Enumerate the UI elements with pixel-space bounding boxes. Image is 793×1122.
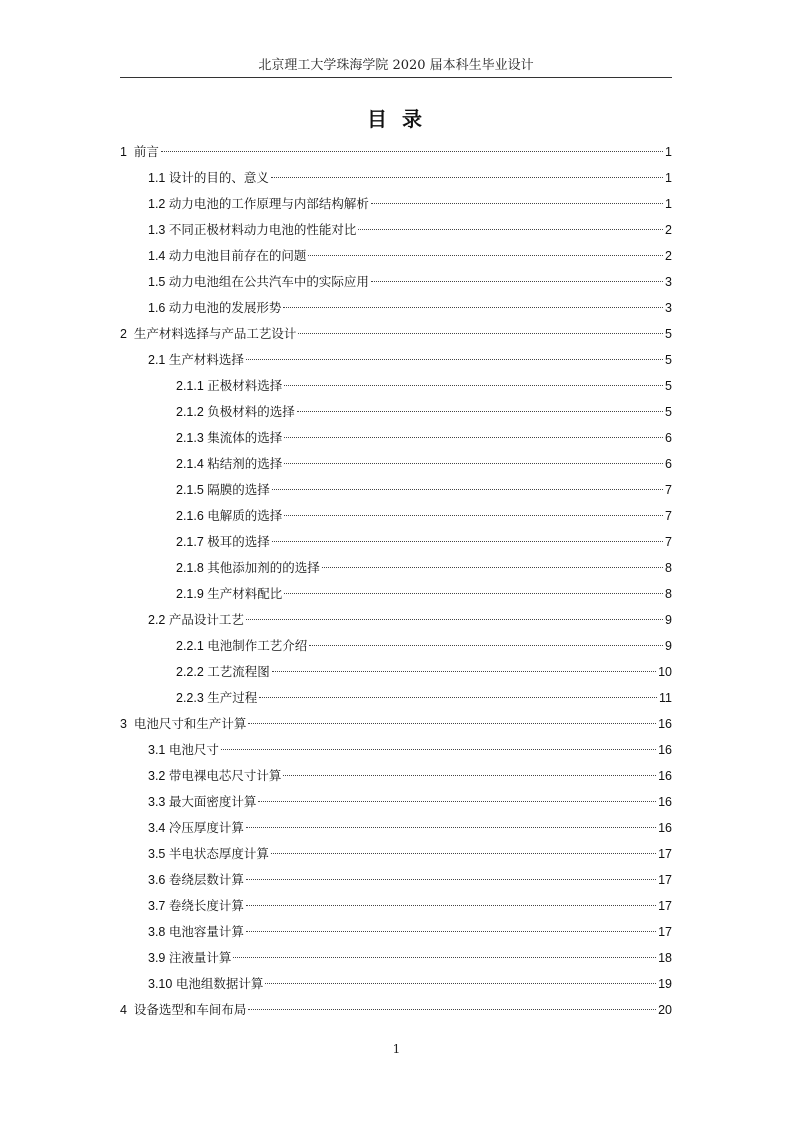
toc-entry[interactable]	[120, 711, 672, 737]
toc-entry-number: 3.5	[148, 847, 169, 861]
toc-entry-title: 带电裸电芯尺寸计算	[168, 768, 282, 783]
toc-entry-title: 生产过程	[207, 690, 258, 705]
toc-entry-number: 2.1.8	[176, 561, 208, 575]
toc-entry-title: 前言	[133, 144, 159, 159]
toc-entry-title: 电解质的选择	[207, 508, 283, 523]
toc-entry-title: 不同正极材料动力电池的性能对比	[168, 222, 357, 237]
toc-dot-leader	[246, 930, 656, 932]
toc-entry[interactable]	[176, 503, 672, 529]
toc-entry-number: 2.2.3	[176, 691, 208, 705]
toc-entry-number: 3.6	[148, 873, 169, 887]
toc-dot-leader	[322, 566, 663, 568]
toc-entry-page: 16	[658, 795, 672, 809]
toc-entry[interactable]	[148, 217, 672, 243]
toc-dot-leader	[221, 748, 656, 750]
toc-entry-number: 2.1	[148, 353, 169, 367]
toc-entry-number: 3.2	[148, 769, 169, 783]
toc-dot-leader	[284, 592, 663, 594]
toc-entry[interactable]	[120, 139, 672, 165]
toc-entry-title: 生产材料选择	[168, 352, 244, 367]
toc-dot-leader	[308, 254, 663, 256]
toc-entry[interactable]	[148, 867, 672, 893]
toc-entry-title: 设计的目的、意义	[168, 170, 269, 185]
toc-dot-leader	[259, 696, 657, 698]
toc-entry[interactable]	[148, 841, 672, 867]
toc-dot-leader	[297, 410, 663, 412]
toc-entry[interactable]	[120, 997, 672, 1023]
toc-entry[interactable]	[148, 971, 672, 997]
toc-entry-title: 冷压厚度计算	[168, 820, 244, 835]
toc-dot-leader	[246, 826, 656, 828]
toc-entry-title: 注液量计算	[168, 950, 232, 965]
toc-dot-leader	[358, 228, 663, 230]
toc-entry-page: 17	[658, 925, 672, 939]
toc-entry[interactable]	[148, 763, 672, 789]
toc-entry[interactable]	[120, 321, 672, 347]
toc-entry-page: 20	[658, 1003, 672, 1017]
toc-entry-page: 16	[658, 821, 672, 835]
toc-entry-page: 17	[658, 899, 672, 913]
toc-entry[interactable]	[176, 555, 672, 581]
toc-entry-title: 电池制作工艺介绍	[207, 638, 308, 653]
toc-entry[interactable]	[176, 399, 672, 425]
toc-entry-title: 工艺流程图	[207, 664, 270, 679]
toc-entry-number: 3.9	[148, 951, 169, 965]
toc-entry[interactable]	[176, 685, 672, 711]
toc-entry-number: 1	[120, 145, 134, 159]
toc-entry-title: 半电状态厚度计算	[168, 846, 269, 861]
toc-entry-number: 2.1.4	[176, 457, 208, 471]
toc-entry[interactable]	[148, 919, 672, 945]
toc-dot-leader	[284, 436, 663, 438]
toc-entry-page: 17	[658, 873, 672, 887]
toc-entry-number: 1.6	[148, 301, 169, 315]
toc-entry-number: 2.2.2	[176, 665, 208, 679]
toc-entry[interactable]	[148, 347, 672, 373]
toc-dot-leader	[284, 384, 663, 386]
toc-entry[interactable]	[176, 477, 672, 503]
toc-entry[interactable]	[148, 607, 672, 633]
toc-entry[interactable]	[148, 191, 672, 217]
toc-entry[interactable]	[176, 373, 672, 399]
toc-entry-page: 2	[665, 249, 672, 263]
toc-dot-leader	[233, 956, 656, 958]
toc-entry[interactable]	[148, 295, 672, 321]
toc-entry-title: 负极材料的选择	[207, 404, 295, 419]
toc-dot-leader	[161, 150, 663, 152]
toc-dot-leader	[272, 488, 663, 490]
toc-entry-page: 5	[665, 353, 672, 367]
toc-dot-leader	[272, 540, 663, 542]
toc-entry-number: 3.10	[148, 977, 176, 991]
toc-dot-leader	[271, 176, 663, 178]
running-header: 北京理工大学珠海学院 2020 届本科生毕业设计	[258, 58, 534, 73]
toc-entry[interactable]	[176, 581, 672, 607]
toc-entry[interactable]	[176, 529, 672, 555]
toc-entry-number: 4	[120, 1003, 134, 1017]
toc-dot-leader	[258, 800, 656, 802]
toc-entry-page: 8	[665, 561, 672, 575]
toc-dot-leader	[248, 722, 656, 724]
toc-dot-leader	[248, 1008, 656, 1010]
toc-entry-title: 动力电池组在公共汽车中的实际应用	[168, 274, 369, 289]
toc-entry-number: 1.5	[148, 275, 169, 289]
toc-entry-number: 2.1.7	[176, 535, 208, 549]
toc-entry[interactable]	[176, 659, 672, 685]
header-rule	[120, 77, 672, 78]
toc-dot-leader	[246, 358, 663, 360]
toc-entry-title: 集流体的选择	[207, 430, 283, 445]
toc-entry[interactable]	[176, 451, 672, 477]
page-number: 1	[392, 1042, 401, 1056]
toc-entry-number: 3.8	[148, 925, 169, 939]
toc-dot-leader	[246, 878, 656, 880]
toc-entry-title: 动力电池的发展形势	[168, 300, 282, 315]
toc-entry[interactable]	[148, 269, 672, 295]
toc-entry-page: 1	[665, 197, 672, 211]
toc-dot-leader	[371, 280, 663, 282]
toc-dot-leader	[309, 644, 663, 646]
toc-entry-number: 2	[120, 327, 134, 341]
toc-entry-title: 电池容量计算	[168, 924, 244, 939]
toc-entry-page: 6	[665, 431, 672, 445]
toc-entry-title: 极耳的选择	[207, 534, 270, 549]
toc-entry-title: 电池尺寸和生产计算	[133, 716, 247, 731]
toc-entry-page: 11	[659, 691, 672, 705]
toc-entry-number: 3	[120, 717, 134, 731]
toc-entry-title: 电池组数据计算	[175, 976, 264, 991]
toc-dot-leader	[246, 904, 656, 906]
toc-entry-title: 动力电池目前存在的问题	[168, 248, 307, 263]
toc-entry-page: 18	[658, 951, 672, 965]
toc-entry-page: 2	[665, 223, 672, 237]
toc-entry[interactable]	[148, 165, 672, 191]
toc-entry-title: 卷绕长度计算	[168, 898, 244, 913]
toc-entry-page: 5	[665, 379, 672, 393]
toc-entry-number: 2.1.9	[176, 587, 208, 601]
toc-dot-leader	[283, 774, 656, 776]
toc-dot-leader	[265, 982, 656, 984]
toc-entry-number: 2.1.6	[176, 509, 208, 523]
toc-entry-number: 2.1.1	[176, 379, 208, 393]
toc-dot-leader	[284, 462, 663, 464]
toc-title: 目 录	[367, 107, 426, 131]
toc-entry[interactable]	[148, 893, 672, 919]
toc-entry-page: 9	[665, 613, 672, 627]
toc-entry-title: 动力电池的工作原理与内部结构解析	[168, 196, 369, 211]
toc-entry-page: 16	[658, 769, 672, 783]
toc-entry-number: 1.4	[148, 249, 169, 263]
toc-entry-number: 3.4	[148, 821, 169, 835]
toc-entry-page: 16	[658, 717, 672, 731]
toc-dot-leader	[371, 202, 663, 204]
toc-entry-page: 5	[665, 327, 672, 341]
toc-entry[interactable]	[148, 945, 672, 971]
toc-dot-leader	[284, 514, 663, 516]
toc-entry-page: 1	[665, 145, 672, 159]
toc-entry-page: 7	[665, 483, 672, 497]
toc-entry-title: 生产材料配比	[207, 586, 283, 601]
toc-entry-title: 电池尺寸	[168, 742, 219, 757]
toc-dot-leader	[271, 852, 656, 854]
toc-entry-number: 2.1.3	[176, 431, 208, 445]
toc-entry-page: 3	[665, 301, 672, 315]
toc-entry-page: 1	[665, 171, 672, 185]
toc-entry-number: 2.2.1	[176, 639, 208, 653]
toc-entry-title: 其他添加剂的的选择	[207, 560, 320, 575]
toc-entry[interactable]	[148, 789, 672, 815]
toc-entry-number: 2.1.2	[176, 405, 208, 419]
toc-entry-number: 3.7	[148, 899, 169, 913]
toc-entry-title: 卷绕层数计算	[168, 872, 244, 887]
toc-entry-page: 8	[665, 587, 672, 601]
toc-entry-number: 3.3	[148, 795, 169, 809]
toc-entry-page: 16	[658, 743, 672, 757]
toc-entry-number: 3.1	[148, 743, 169, 757]
toc-entry-number: 2.1.5	[176, 483, 208, 497]
toc-dot-leader	[272, 670, 656, 672]
toc-dot-leader	[298, 332, 663, 334]
toc-entry-page: 19	[658, 977, 672, 991]
toc-entry-title: 生产材料选择与产品工艺设计	[133, 326, 297, 341]
toc-entry-page: 9	[665, 639, 672, 653]
toc-entry-title: 产品设计工艺	[168, 612, 244, 627]
toc-entry-page: 10	[658, 665, 672, 679]
toc-entry[interactable]	[148, 243, 672, 269]
toc-entry-page: 7	[665, 509, 672, 523]
toc-entry[interactable]	[148, 737, 672, 763]
toc-dot-leader	[246, 618, 663, 620]
toc-entry-title: 最大面密度计算	[168, 794, 257, 809]
toc-entry-title: 隔膜的选择	[207, 482, 270, 497]
toc-entry-page: 6	[665, 457, 672, 471]
toc-entry-number: 1.2	[148, 197, 169, 211]
toc-entry-number: 2.2	[148, 613, 169, 627]
toc-entry-number: 1.1	[148, 171, 169, 185]
toc-entry-page: 7	[665, 535, 672, 549]
toc-entry[interactable]	[148, 815, 672, 841]
toc-entry[interactable]	[176, 425, 672, 451]
toc-entry[interactable]	[176, 633, 672, 659]
toc-entry-title: 正极材料选择	[207, 378, 283, 393]
toc-entry-page: 5	[665, 405, 672, 419]
toc-entry-number: 1.3	[148, 223, 169, 237]
toc-entry-title: 设备选型和车间布局	[133, 1002, 247, 1017]
toc-dot-leader	[283, 306, 663, 308]
toc-entry-title: 粘结剂的选择	[207, 456, 283, 471]
toc-entry-page: 17	[658, 847, 672, 861]
toc-entry-page: 3	[665, 275, 672, 289]
